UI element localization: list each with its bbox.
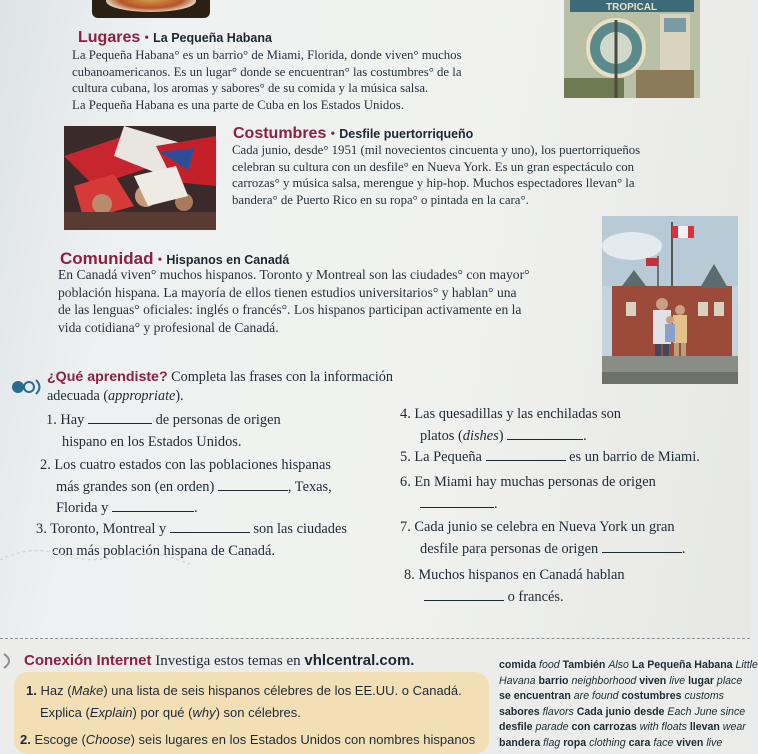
quiz-instruction-end: ). — [175, 388, 184, 404]
item-text: ) por qué ( — [132, 705, 193, 720]
glossary-term: costumbres — [621, 690, 685, 703]
glossary-translation: clothing — [589, 736, 629, 749]
item-gloss: Make — [71, 683, 104, 698]
conexion-item-1 — [26, 680, 486, 724]
paragraph-line: cubanoamericanos. Es un lugar° donde se encuentran° las costumbres° de la — [72, 64, 462, 79]
question-1 — [46, 410, 386, 453]
glossary-translation: wear — [722, 721, 746, 734]
glossary-line — [499, 705, 749, 721]
item-text: Escoge ( — [34, 732, 86, 747]
question-text: 3. Toronto, Montreal y — [36, 521, 167, 537]
conexion-item-2 — [20, 729, 488, 751]
glossary-term: llevan — [689, 721, 723, 734]
audio-icon-small — [0, 651, 18, 676]
question-text: . — [681, 540, 686, 557]
question-text: 7. Cada junio se celebra en Nueva York un gran — [400, 519, 675, 535]
glossary-translation: Also — [608, 659, 632, 671]
glossary — [499, 658, 758, 752]
section-subtitle-lugares: La Pequeña Habana — [153, 31, 272, 45]
glossary-translation: place — [716, 674, 743, 687]
food-photo — [92, 0, 210, 18]
paragraph-line: bandera° de Puerto Rico en su ropa° o pintada en la cara°. — [232, 192, 529, 207]
glossary-line — [499, 720, 749, 736]
bullet-icon: • — [144, 31, 150, 46]
lugares-paragraph — [72, 47, 556, 113]
quiz-instruction: Completa las frases con la información — [171, 369, 393, 385]
glossary-term: También — [562, 659, 609, 671]
question-text: platos ( — [420, 427, 463, 444]
question-text: ) — [498, 427, 504, 444]
item-text: ) seis lugares en los Estados Unidos con nombres hispanos — [130, 732, 476, 747]
question-text: , Texas, — [287, 478, 332, 495]
glossary-term: Cada junio desde — [576, 705, 668, 718]
question-text: hispano en los Estados Unidos. — [62, 433, 242, 450]
glossary-line — [499, 674, 749, 690]
question-2 — [40, 455, 390, 520]
answer-blank[interactable] — [218, 478, 288, 491]
glossary-translation: with floats — [639, 721, 690, 734]
question-text: con más población hispana de Canadá. — [52, 542, 275, 559]
question-text: 5. La Pequeña — [400, 449, 482, 465]
item-text: Explica ( — [40, 705, 90, 720]
item-text: Haz ( — [40, 683, 72, 698]
bullet-icon: • — [157, 253, 163, 268]
glossary-term: sabores — [499, 705, 543, 718]
glossary-translation: Each June since — [667, 705, 746, 718]
glossary-term: La Pequeña Habana — [631, 659, 736, 671]
question-7 — [400, 517, 745, 560]
question-text: o francés. — [507, 588, 564, 605]
answer-blank[interactable] — [424, 588, 504, 601]
canada-photo — [602, 216, 738, 384]
item-text: ) una lista de seis hispanos célebres de los EE.UU. o Canadá. — [103, 683, 462, 698]
question-5 — [400, 447, 745, 469]
glossary-translation: Havana — [499, 674, 539, 687]
glossary-term: viven — [639, 674, 670, 687]
glossary-term: bandera — [499, 736, 544, 749]
paragraph-line: carrozas° y música salsa, merengue y hip-hop. Muchos espectadores llevan° la — [232, 176, 635, 191]
glossary-term: barrio — [538, 674, 572, 687]
question-text: son las ciudades — [253, 521, 347, 537]
section-subtitle-comunidad: Hispanos en Canadá — [166, 253, 290, 267]
question-gloss: dishes — [462, 427, 499, 444]
glossary-line — [499, 689, 749, 705]
glossary-translation: live — [706, 736, 723, 749]
paragraph-line: La Pequeña Habana° es un barrio° de Miami, Florida, donde viven° muchos — [72, 48, 462, 62]
glossary-term: lugar — [688, 674, 717, 687]
question-text: es un barrio de Miami. — [569, 449, 700, 465]
glossary-translation: customs — [684, 690, 724, 703]
item-text: ) son célebres. — [215, 705, 301, 720]
glossary-term: viven — [676, 736, 707, 749]
question-4 — [400, 404, 745, 447]
question-text: . — [583, 427, 587, 444]
item-gloss: why — [192, 705, 216, 720]
paragraph-line: Cada junio, desde° 1951 (mil novecientos cincuenta y uno), los puertorriqueños — [232, 143, 641, 157]
item-gloss: Explain — [89, 705, 133, 720]
comunidad-paragraph — [58, 266, 594, 336]
paragraph-line: La Pequeña Habana es una parte de Cuba en los Estados Unidos. — [72, 97, 404, 112]
map-outline-decoration — [0, 520, 200, 590]
glossary-translation: parade — [535, 721, 572, 734]
question-text: Florida y — [56, 500, 109, 516]
section-category-comunidad: Comunidad — [60, 249, 154, 268]
item-number: 2. — [20, 732, 31, 747]
glossary-term: con carrozas — [571, 721, 640, 734]
question-text: 4. Las quesadillas y las enchiladas son — [400, 406, 622, 422]
glossary-term: comida — [499, 659, 540, 671]
conexion-title: Conexión Internet — [24, 652, 152, 669]
quiz-instruction-cont: adecuada ( — [47, 388, 109, 404]
question-text: desfile para personas de origen — [420, 540, 599, 557]
question-text: 8. Muchos hispanos en Canadá hablan — [404, 567, 625, 583]
glossary-translation: face — [653, 736, 677, 749]
glossary-translation: Little — [735, 659, 758, 671]
question-text: más grandes son (en orden) — [56, 478, 215, 495]
conexion-text: Investiga estos temas en — [155, 653, 301, 669]
little-havana-photo — [564, 0, 700, 98]
answer-blank[interactable] — [88, 411, 152, 424]
bullet-icon: • — [330, 127, 336, 142]
quiz-instruction-gloss: appropriate — [108, 388, 176, 404]
glossary-translation: flavors — [542, 705, 577, 718]
answer-blank[interactable] — [420, 495, 494, 508]
question-text: de personas de origen — [155, 412, 281, 428]
question-text: . — [193, 500, 198, 516]
costumbres-paragraph — [232, 142, 692, 208]
question-text: 2. Los cuatro estados con las poblaciones hispanas — [40, 457, 331, 473]
glossary-term: se encuentran — [499, 690, 574, 703]
glossary-translation: live — [669, 674, 689, 687]
glossary-term: ropa — [563, 736, 590, 749]
sign-text: TROPICAL — [606, 2, 658, 13]
section-category-costumbres: Costumbres — [233, 125, 327, 142]
paragraph-line: celebran su cultura con un desfile° en Nueva York. Es un gran espectáculo con — [232, 159, 635, 174]
question-text: . — [494, 495, 498, 512]
glossary-translation: are found — [573, 690, 622, 703]
glossary-translation: food — [539, 659, 563, 671]
item-number: 1. — [26, 683, 37, 698]
parade-photo — [64, 126, 216, 230]
answer-blank[interactable] — [486, 448, 566, 461]
paragraph-line: población hispana. La mayoría de ellos tienen estudios universitarios° y hablan° una — [58, 284, 517, 300]
question-text: 1. Hay — [46, 412, 85, 428]
glossary-line — [499, 658, 758, 674]
section-category-lugares: Lugares — [78, 29, 141, 46]
glossary-term: cara — [628, 736, 654, 749]
answer-blank[interactable] — [602, 540, 682, 553]
question-6 — [400, 472, 745, 515]
glossary-translation: neighborhood — [571, 674, 640, 687]
section-subtitle-costumbres: Desfile puertorriqueño — [339, 127, 474, 141]
conexion-url-link[interactable]: vhlcentral.com. — [304, 652, 415, 669]
glossary-translation: flag — [543, 736, 564, 749]
quiz-title: ¿Qué aprendiste? — [47, 369, 168, 385]
paragraph-line: de las lenguas° oficiales: inglés o francés°. Los hispanos participan activamente en la — [58, 302, 522, 318]
question-8 — [404, 565, 744, 608]
item-gloss: Choose — [85, 732, 131, 747]
glossary-term: desfile — [499, 721, 536, 734]
question-text: 6. En Miami hay muchas personas de origen — [400, 474, 656, 490]
paragraph-line: En Canadá viven° muchos hispanos. Toronto y Montreal son las ciudades° con mayor° — [58, 267, 530, 282]
answer-blank[interactable] — [112, 499, 194, 512]
paragraph-line: vida cotidiana° y profesional de Canadá. — [58, 319, 279, 335]
audio-activity-icon — [10, 376, 46, 403]
answer-blank[interactable] — [507, 427, 583, 440]
glossary-line — [499, 736, 749, 752]
paragraph-line: cultura cubana, los aromas y sabores° de su comida y la música salsa. — [72, 81, 429, 96]
